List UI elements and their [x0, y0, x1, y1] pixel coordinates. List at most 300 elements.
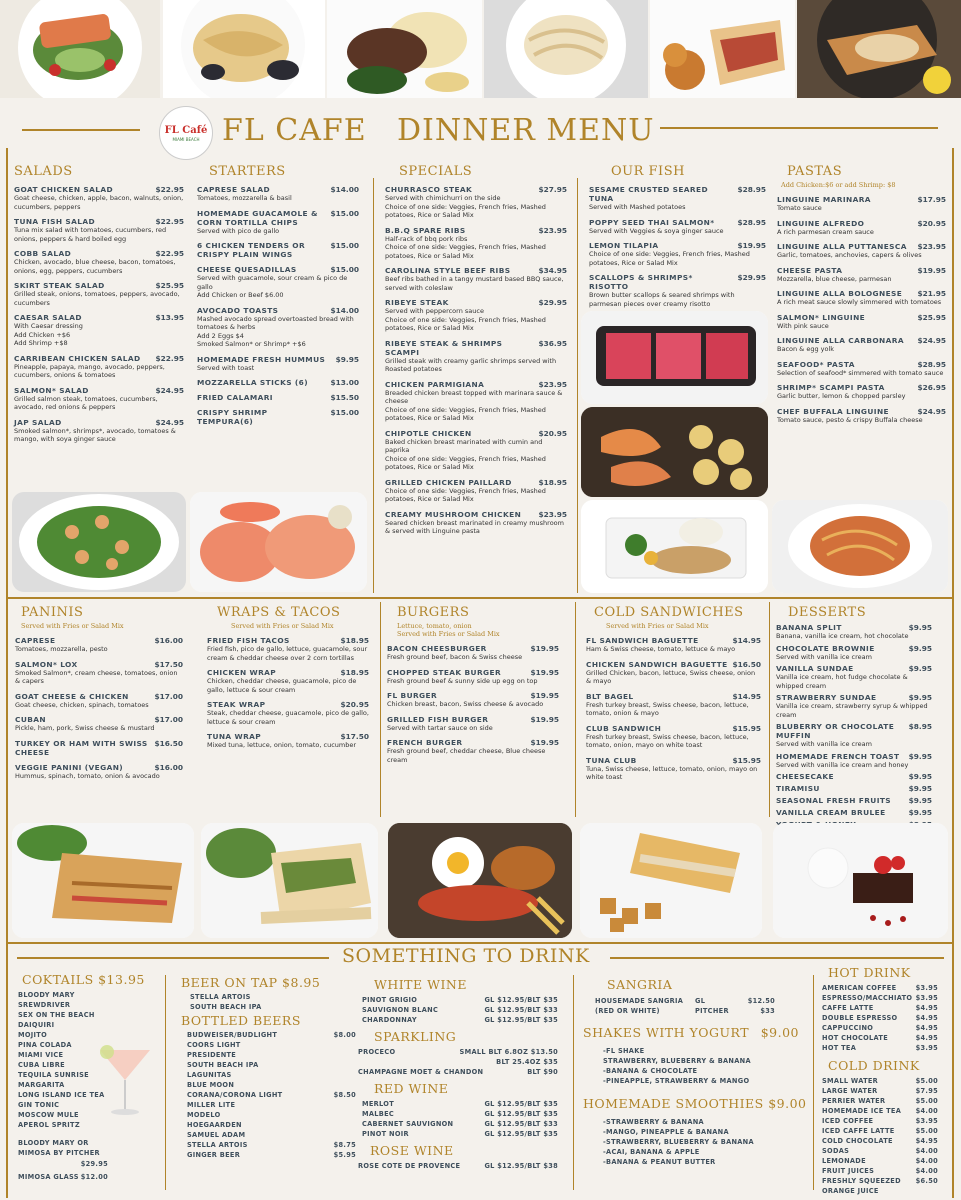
photo-shrimp-potatoes [581, 407, 768, 497]
drink-price: $5.95 [333, 1151, 356, 1159]
menu-item [385, 298, 567, 333]
menu-item [586, 692, 761, 718]
drink-item: -STRAWBERRY & BANANA [603, 1118, 704, 1126]
drink-item: STRAWBERRY, BLUEBERRY & BANANA [603, 1057, 751, 1065]
section-fish [589, 164, 766, 308]
menu-item-desc: Choice of one side: Veggies, French fries, Mashed potatoes, Rice or Salad Mix [589, 250, 750, 267]
drink-name: AMERICAN COFFEE [822, 984, 897, 992]
menu-item-desc: Mozzarella, blue cheese, parmesan [777, 274, 892, 283]
menu-item-row [777, 360, 946, 369]
drink-row [362, 995, 558, 1005]
drink-row [822, 1176, 938, 1196]
menu-item-desc: Baked chicken breast marinated with cumin and paprika Choice of one side: Veggies, French fries, Mashed potatoes, Rice or Salad Mix [385, 437, 546, 471]
drinks-beer [181, 975, 356, 1160]
drink-row [822, 1116, 938, 1126]
menu-item-row [387, 738, 559, 747]
menu-item-price: $34.95 [538, 266, 567, 275]
menu-item-price: $9.95 [908, 693, 932, 702]
drink-row [187, 1080, 356, 1090]
menu-item-price: $19.95 [530, 667, 559, 677]
menu-item-row [777, 289, 946, 298]
drink-item: MARGARITA [18, 1081, 65, 1089]
menu-item-desc: Vanilla ice cream, strawberry syrup & whipped cream [776, 702, 928, 719]
menu-item [777, 407, 946, 425]
menu-item-price: $13.00 [330, 378, 359, 387]
drink-item: GIN TONIC [18, 1101, 60, 1109]
drink-name: PINOT GRIGIO [362, 996, 418, 1004]
menu-item-row [197, 355, 359, 364]
menu-item-desc: Tomatoes, mozzarella & basil [197, 194, 292, 202]
menu-item-price: $17.50 [154, 659, 183, 669]
menu-item-row [197, 378, 359, 387]
drink-price: $6.50 [915, 1177, 938, 1185]
menu-item-row [776, 693, 932, 702]
drink-row [358, 1047, 558, 1057]
drink-name: COORS LIGHT [187, 1041, 241, 1049]
menu-item-price: $17.95 [917, 195, 946, 204]
menu-item-name: CAPRESE SALAD [197, 185, 271, 194]
vline-drinks-1 [165, 975, 166, 1190]
header-title-left: FL CAFE [222, 113, 367, 148]
item-list [589, 185, 766, 308]
hot-list [822, 983, 938, 1053]
item-list [14, 185, 184, 444]
white-list [362, 995, 558, 1025]
menu-item-price: $25.95 [155, 281, 184, 290]
drink-name: MERLOT [362, 1100, 395, 1108]
shakes-price: $9.00 [760, 1025, 799, 1040]
menu-item-price: $24.95 [917, 406, 946, 416]
drink-item: -PINEAPPLE, STRAWBERRY & MANGO [603, 1077, 750, 1085]
drink-name: LEMONADE [822, 1157, 866, 1165]
hot-title: HOT DRINK [828, 965, 911, 980]
menu-item [197, 378, 359, 387]
menu-item-name: FRIED CALAMARI [197, 393, 273, 402]
drink-price: $4.95 [915, 1034, 938, 1042]
smoothies-title: HOMEMADE SMOOTHIES $9.00 [583, 1096, 807, 1111]
menu-item-row [15, 763, 183, 772]
drink-row [362, 1119, 558, 1129]
photo-chicken-veggies [581, 500, 768, 593]
menu-item [777, 242, 946, 260]
drink-price: GL $12.95/BLT $35 [484, 1110, 558, 1118]
drink-name: COLD CHOCOLATE [822, 1137, 893, 1145]
photo-seared-tuna [581, 311, 768, 404]
menu-item-row [14, 281, 184, 290]
drink-price: $5.00 [915, 1127, 938, 1135]
menu-item [14, 249, 184, 275]
menu-item-row [586, 660, 761, 669]
drink-name: BUDWEISER/BUDLIGHT [187, 1031, 278, 1039]
section-title: OUR FISH [611, 164, 685, 179]
menu-item-name: SKIRT STEAK SALAD [14, 281, 105, 290]
menu-item-desc: Served with vanilla ice cream [776, 652, 872, 661]
vline-4 [575, 602, 576, 817]
menu-item-price: $17.00 [154, 715, 183, 724]
beer-tap-list [190, 992, 356, 1012]
menu-item-desc: Fresh ground beef & sunny side up egg on top [387, 676, 538, 685]
drink-item: BLOODY MARY [18, 991, 75, 999]
menu-item-name: STEAK WRAP [207, 700, 266, 709]
item-list [207, 636, 369, 750]
section-subtitle: Served with Fries or Salad Mix [231, 622, 334, 630]
menu-item-name: SEAFOOD* PASTA [777, 359, 855, 369]
menu-item [14, 217, 184, 243]
menu-item-name: VEGGIE PANINI (VEGAN) [15, 762, 124, 772]
menu-item-desc: Served with peppercorn sauce Choice of one side: Veggies, French fries, Mashed potatoes, Rice or Salad Mix [385, 307, 546, 332]
menu-item-price: $9.95 [908, 808, 932, 817]
colddrink-list [822, 1076, 938, 1196]
menu-item [387, 738, 559, 764]
menu-item-desc: Fresh turkey breast, Swiss cheese, bacon, lettuce, tomato, onion, mayo on white toast [586, 732, 749, 749]
menu-item-desc: Served with pico de gallo [197, 226, 280, 235]
drink-price: GL $12.95/BLT $33 [484, 1120, 558, 1128]
header-title-right: DINNER MENU [397, 113, 655, 148]
drink-name: ICED COFFEE [822, 1117, 874, 1125]
menu-item-name: LINGUINE ALFREDO [777, 218, 865, 228]
menu-item-name: CAROLINA STYLE BEEF RIBS [385, 266, 511, 275]
menu-item-row [14, 386, 184, 395]
menu-item-name: CLUB SANDWICH [586, 723, 662, 733]
drink-row [362, 1109, 558, 1119]
menu-item-price: $15.00 [330, 241, 359, 250]
menu-item [207, 700, 369, 726]
menu-item-row [776, 796, 932, 805]
section-subtitle: Lettuce, tomato, onion Served with Fries or Salad Mix [397, 622, 500, 638]
section-title: WRAPS & TACOS [217, 605, 341, 620]
drink-item: STELLA ARTOIS [190, 993, 251, 1001]
drink-name: LARGE WATER [822, 1087, 878, 1095]
drink-price: $4.95 [915, 1024, 938, 1032]
menu-item-desc: Served with vanilla ice cream [776, 740, 872, 748]
menu-item-desc: Tuna, Swiss cheese, lettuce, tomato, onion, mayo on white toast [586, 764, 758, 781]
drink-item: MIAMI VICE [18, 1051, 64, 1059]
drink-row [822, 993, 938, 1003]
menu-item [387, 644, 559, 662]
menu-item [777, 219, 946, 237]
sangria-row [595, 996, 808, 1016]
menu-item-desc: Bacon & egg yolk [777, 345, 835, 353]
drink-row [362, 1015, 558, 1025]
menu-item-name: BLUBERRY OR CHOCOLATE MUFFIN [776, 722, 895, 740]
mimosa-name: MIMOSA GLASS [18, 1173, 79, 1181]
mimosa-price: $12.00 [80, 1173, 108, 1181]
drink-row [822, 1146, 938, 1156]
drink-item: MOSCOW MULE [18, 1111, 79, 1119]
menu-item-price: $9.95 [908, 784, 932, 793]
menu-item [14, 386, 184, 412]
drink-row [822, 1086, 938, 1096]
section-salads [14, 164, 184, 444]
menu-item-price: $24.95 [155, 417, 184, 427]
menu-item-row [387, 644, 559, 653]
section-title: PANINIS [21, 605, 84, 620]
photo-panini [12, 823, 194, 938]
drink-name: SAUVIGNON BLANC [362, 1006, 439, 1014]
menu-item-desc: Mashed avocado spread overtoasted bread with tomatoes & herbs Add 2 Eggs $4 Smoked Salmon* or Shrimp* +$6 [197, 314, 354, 348]
menu-item-desc: Vanilla ice cream, hot fudge chocolate & whipped cream [776, 673, 908, 690]
drink-name: CAFFE LATTE [822, 1004, 874, 1012]
menu-item-desc: Pickle, ham, pork, Swiss cheese & mustard [15, 724, 155, 732]
drink-row [362, 1099, 558, 1109]
menu-item-price: $9.95 [908, 664, 932, 673]
menu-item-desc: Grilled steak with creamy garlic shrimps served with Roasted potatoes [385, 356, 557, 373]
section-title: STARTERS [209, 164, 286, 179]
vline-3 [380, 602, 381, 817]
menu-item [387, 715, 559, 733]
section-burgers [387, 605, 559, 764]
drink-price: BLT $90 [527, 1068, 558, 1076]
section-title: DESSERTS [788, 605, 867, 620]
white-title: WHITE WINE [374, 977, 467, 992]
menu-item [385, 185, 567, 220]
drink-price: GL $12.95/BLT $33 [484, 1006, 558, 1014]
menu-item [15, 763, 183, 781]
item-list [586, 636, 761, 782]
drinks-hot-cold [822, 965, 938, 1196]
menu-item-price: $14.00 [330, 305, 359, 315]
drink-item: -BANANA & CHOCOLATE [603, 1067, 698, 1075]
drink-price: GL $12.95/BLT $35 [484, 1100, 558, 1108]
menu-item-price: $15.00 [330, 265, 359, 274]
menu-item-name: CHURRASCO STEAK [385, 185, 473, 194]
drinks-wine [358, 977, 558, 1171]
drink-item: PINA COLADA [18, 1041, 72, 1049]
menu-item-name: CAPRESE [15, 636, 56, 645]
drink-row [187, 1150, 356, 1160]
menu-item [385, 226, 567, 261]
drink-row [187, 1070, 356, 1080]
drink-item: -ACAI, BANANA & APPLE [603, 1148, 700, 1156]
menu-item-name: CUBAN [15, 715, 46, 724]
drink-name: CAPPUCCINO [822, 1024, 874, 1032]
drink-name: MILLER LITE [187, 1101, 236, 1109]
menu-item-desc: Chicken breast, bacon, Swiss cheese & avocado [387, 700, 544, 708]
menu-item-name: GRILLED FISH BURGER [387, 714, 489, 724]
menu-item [197, 393, 359, 402]
menu-item-price: $14.00 [330, 185, 359, 194]
menu-item-row [385, 478, 567, 487]
menu-item-row [387, 668, 559, 677]
rose-list [358, 1161, 558, 1171]
photo-salmon-toast [190, 492, 367, 592]
header-line-left [22, 129, 140, 131]
menu-item [589, 185, 766, 212]
menu-item-row [207, 636, 369, 645]
pitcher-name: BLOODY MARY OR MIMOSA BY PITCHER [18, 1139, 100, 1157]
drink-item: TEQUILA SUNRISE [18, 1071, 89, 1079]
drink-row [187, 1030, 356, 1040]
drink-row [822, 1033, 938, 1043]
section-title: SPECIALS [399, 164, 473, 179]
menu-item-desc: Banana, vanilla ice cream, hot chocolate [776, 632, 909, 640]
drink-price: GL $12.95/BLT $35 [484, 996, 558, 1004]
drink-name: MALBEC [362, 1110, 395, 1118]
item-list [197, 185, 359, 426]
menu-item-name: CHICKEN SANDWICH BAGUETTE [586, 659, 728, 669]
menu-item-price: $20.95 [917, 218, 946, 228]
menu-item-row [589, 185, 766, 203]
menu-item-desc: Mixed tuna, lettuce, onion, tomato, cucumber [207, 741, 357, 749]
sangria-pitcher-price: $33 [760, 1007, 775, 1015]
menu-item-row [777, 266, 946, 275]
menu-item-price: $36.95 [538, 338, 567, 348]
menu-item-desc: Half-rack of bbq pork ribs Choice of one side: Veggies, French fries, Mashed potatoes, Rice or Salad Mix [385, 234, 546, 260]
vline-1 [373, 178, 374, 593]
menu-item [387, 691, 559, 709]
menu-item-row [207, 668, 369, 677]
menu-item-name: CHEESECAKE [776, 772, 834, 781]
menu-item-row [777, 383, 946, 392]
drink-name: MODELO [187, 1111, 221, 1119]
drink-item: -STRAWBERRY, BLUEBERRY & BANANA [603, 1138, 754, 1146]
menu-item-desc: A rich parmesan cream sauce [777, 227, 874, 236]
menu-item-price: $22.95 [155, 353, 184, 363]
drink-row [822, 1043, 938, 1053]
shakes-header [583, 1025, 799, 1040]
menu-item-price: $19.95 [917, 265, 946, 275]
menu-item [776, 693, 932, 719]
menu-item-name: BACON CHEESBURGER [387, 644, 487, 653]
menu-item-row [197, 265, 359, 274]
menu-item [14, 313, 184, 348]
frame-left [6, 148, 8, 1198]
menu-item [776, 664, 932, 690]
drink-name: LAGUNITAS [187, 1071, 232, 1079]
menu-item-name: CREAMY MUSHROOM CHICKEN [385, 509, 522, 519]
menu-item-price: $19.95 [737, 241, 766, 250]
menu-item-row [385, 380, 567, 389]
menu-item-desc: Ham & Swiss cheese, tomato, lettuce & mayo [586, 645, 736, 653]
drinks-line-right [610, 957, 944, 959]
menu-item [14, 281, 184, 307]
menu-item-price: $18.95 [340, 636, 369, 645]
drink-price: $8.00 [333, 1031, 356, 1039]
menu-item-name: CHOCOLATE BROWNIE [776, 643, 875, 653]
menu-item-row [15, 692, 183, 701]
menu-item-name: CAESAR SALAD [14, 313, 82, 322]
photo-grilled-fish [797, 0, 961, 98]
menu-item-row [777, 336, 946, 345]
menu-item-name: BLT BAGEL [586, 691, 634, 701]
section-starters [197, 164, 359, 426]
menu-item-price: $17.00 [154, 691, 183, 701]
menu-item-row [776, 808, 932, 817]
drink-name: HOT CHOCOLATE [822, 1034, 889, 1042]
drinks-title: SOMETHING TO DRINK [342, 945, 590, 967]
rose-title: ROSE WINE [370, 1143, 454, 1158]
menu-item-price: $22.95 [155, 217, 184, 226]
drink-row [187, 1110, 356, 1120]
menu-item-row [197, 393, 359, 402]
menu-item-desc: Grilled Chicken, bacon, lettuce, Swiss cheese, onion & mayo [586, 668, 756, 685]
section-title: BURGERS [397, 605, 470, 620]
drink-item: SOUTH BEACH IPA [190, 1003, 262, 1011]
menu-item [197, 265, 359, 300]
photo-seafood-pasta [163, 0, 325, 98]
drink-price: $3.95 [915, 1044, 938, 1052]
menu-item-desc: Fresh ground beef, cheddar cheese, Blue cheese cream [387, 747, 546, 764]
pitcher-price: $29.95 [80, 1160, 108, 1168]
menu-item-desc: Fried fish, pico de gallo, lettuce, guacamole, sour cream & cheddar cheese over 2 corn tortillas [207, 645, 368, 662]
drink-name: CORANA/CORONA LIGHT [187, 1091, 283, 1099]
menu-item-name: SALMON* SALAD [14, 385, 89, 395]
menu-item-desc: Grilled steak, onions, tomatoes, peppers, avocado, cucumbers [14, 290, 180, 307]
menu-item-price: $14.95 [732, 691, 761, 701]
menu-item [586, 636, 761, 654]
drink-price: BLT 25.4OZ $35 [496, 1058, 558, 1066]
photo-wrap-potatoes [650, 0, 795, 98]
menu-item-price: $23.95 [917, 242, 946, 251]
item-list [15, 636, 183, 780]
menu-item-name: POPPY SEED THAI SALMON* [589, 217, 715, 227]
menu-item [777, 383, 946, 401]
menu-item-desc: Brown butter scallops & seared shrimps with parmesan pieces over creamy risotto [589, 291, 735, 308]
menu-item [15, 715, 183, 733]
menu-item-name: GOAT CHEESE & CHICKEN [15, 691, 129, 701]
drink-price: $5.00 [915, 1097, 938, 1105]
photo-baguette [580, 823, 762, 938]
drink-row [822, 1106, 938, 1116]
drink-row [187, 1040, 356, 1050]
frame-right [952, 148, 954, 1198]
menu-item-price: $18.95 [340, 668, 369, 677]
menu-item [589, 241, 766, 267]
photo-salmon-salad [0, 0, 160, 98]
sangria-gl-price: $12.50 [747, 997, 775, 1005]
menu-item-desc: A rich meat sauce slowly simmered with tomatoes [777, 298, 942, 306]
menu-item-price: $20.95 [538, 428, 567, 438]
menu-item-price: $24.95 [917, 336, 946, 345]
menu-item-desc: Goat cheese, chicken, apple, bacon, walnuts, onion, cucumbers, peppers [14, 194, 184, 211]
menu-item-name: HOMEMADE GUACAMOLE & CORN TORTILLA CHIPS [197, 208, 318, 227]
menu-item [776, 808, 932, 817]
drinks-sangria-shakes [583, 977, 808, 1167]
menu-item-price: $13.95 [155, 313, 184, 322]
menu-item-desc: Served with guacamole, sour cream & pico de gallo Add Chicken or Beef $6.00 [197, 274, 348, 299]
menu-item-name: GOAT CHICKEN SALAD [14, 185, 114, 194]
menu-item [777, 289, 946, 307]
menu-item-row [207, 700, 369, 709]
menu-item-row [387, 691, 559, 700]
menu-item-desc: Tomato sauce [777, 204, 822, 212]
menu-item-desc: Fresh ground beef, bacon & Swiss cheese [387, 653, 523, 661]
menu-item-price: $9.95 [908, 623, 932, 632]
section-wraps [207, 605, 369, 750]
menu-item [776, 722, 932, 749]
menu-item-name: TIRAMISU [776, 784, 820, 793]
sangria-gl: GL [695, 997, 706, 1005]
drink-name: BLUE MOON [187, 1081, 235, 1089]
menu-item-price: $26.95 [917, 383, 946, 392]
photo-pasta-shrimp [772, 500, 948, 593]
menu-item-name: LINGUINE ALLA PUTTANESCA [777, 242, 907, 251]
menu-item-name: RIBEYE STEAK [385, 298, 449, 307]
bottled-list [187, 1030, 356, 1160]
drink-name: ICED CAFFE LATTE [822, 1127, 895, 1135]
logo-sub: MIAMI BEACH [172, 136, 200, 142]
pitcher-price-row [18, 1159, 108, 1169]
sangria-prices [695, 996, 775, 1016]
menu-item [197, 306, 359, 349]
item-list [777, 195, 946, 424]
menu-item [385, 266, 567, 292]
drink-price: GL $12.95/BLT $35 [484, 1130, 558, 1138]
logo-text: FL Café [164, 124, 208, 136]
menu-item [776, 623, 932, 641]
menu-item-row [14, 249, 184, 258]
menu-item-name: FL SANDWICH BAGUETTE [586, 636, 699, 645]
